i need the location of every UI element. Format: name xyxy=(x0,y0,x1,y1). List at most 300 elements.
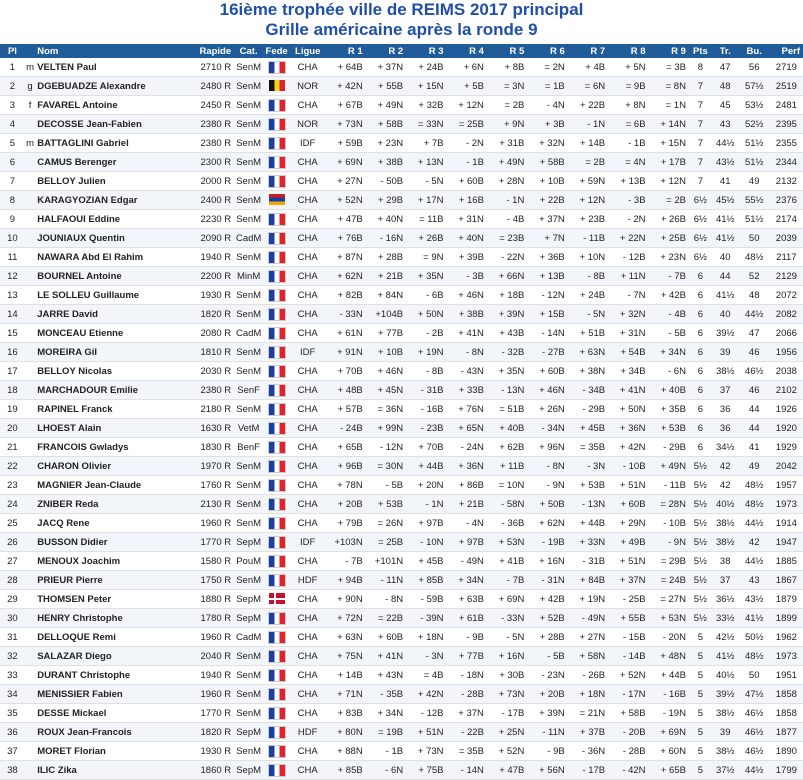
cell-rapide: 1960 R xyxy=(189,685,235,704)
cell-r9: + 40B xyxy=(649,381,689,400)
cell-pts: 6½ xyxy=(689,248,712,267)
cell-r4: + 16B xyxy=(447,191,487,210)
cell-pl: 14 xyxy=(0,305,25,324)
cell-pts: 5 xyxy=(689,666,712,685)
cell-ligue: CHA xyxy=(290,286,325,305)
cell-perf: 2082 xyxy=(770,305,803,324)
cell-pts: 5 xyxy=(689,761,712,780)
cell-tr: 39 xyxy=(712,723,739,742)
cell-r3: + 35N xyxy=(406,267,446,286)
cell-title xyxy=(25,381,35,400)
cell-r3: + 26B xyxy=(406,229,446,248)
cell-r8: - 1B xyxy=(608,134,648,153)
cell-bu: 46½ xyxy=(739,723,770,742)
cell-title xyxy=(25,286,35,305)
cell-rapide: 2200 R xyxy=(189,267,235,286)
flag-icon xyxy=(269,80,285,91)
cell-perf: 2129 xyxy=(770,267,803,286)
cell-r7: + 19N xyxy=(568,590,608,609)
cell-pts: 7 xyxy=(689,134,712,153)
cell-r9: - 29B xyxy=(649,438,689,457)
cell-pl: 24 xyxy=(0,495,25,514)
cell-perf: 1899 xyxy=(770,609,803,628)
cell-bu: 44½ xyxy=(739,552,770,571)
cell-title xyxy=(25,552,35,571)
cell-pts: 5½ xyxy=(689,590,712,609)
cell-name: BATTAGLINI Gabriel xyxy=(35,134,188,153)
cell-rapide: 1880 R xyxy=(189,590,235,609)
cell-r9: - 6N xyxy=(649,362,689,381)
cell-r2: + 99N xyxy=(366,419,406,438)
table-row xyxy=(0,134,803,153)
cell-r2: + 34N xyxy=(366,704,406,723)
cell-r8: - 20B xyxy=(608,723,648,742)
cell-pl: 30 xyxy=(0,609,25,628)
cell-rapide: 1820 R xyxy=(189,723,235,742)
cell-tr: 41½ xyxy=(712,286,739,305)
cell-rapide: 1810 R xyxy=(189,343,235,362)
cell-bu: 56 xyxy=(739,58,770,77)
cell-tr: 47 xyxy=(712,58,739,77)
cell-r5: + 49N xyxy=(487,153,527,172)
table-row xyxy=(0,267,803,286)
cell-name: DURANT Christophe xyxy=(35,666,188,685)
cell-rapide: 2380 R xyxy=(189,115,235,134)
cell-r9: - 4B xyxy=(649,305,689,324)
cell-cat: SenM xyxy=(234,457,263,476)
cell-bu: 47 xyxy=(739,324,770,343)
federation-flag-cell xyxy=(263,419,290,438)
cell-r6: + 22B xyxy=(527,191,567,210)
cell-name: ROUX Jean-Francois xyxy=(35,723,188,742)
federation-flag-cell xyxy=(263,343,290,362)
cell-r3: - 10N xyxy=(406,533,446,552)
cell-r2: +104B xyxy=(366,305,406,324)
table-row xyxy=(0,210,803,229)
cell-pts: 6 xyxy=(689,381,712,400)
cell-r5: - 58N xyxy=(487,495,527,514)
cell-pl: 37 xyxy=(0,742,25,761)
cell-ligue: CHA xyxy=(290,305,325,324)
cell-perf: 1879 xyxy=(770,590,803,609)
cell-r1: + 47B xyxy=(325,210,365,229)
cell-ligue: CHA xyxy=(290,381,325,400)
cell-cat: SenM xyxy=(234,343,263,362)
cell-r5: + 11B xyxy=(487,457,527,476)
cell-bu: 49 xyxy=(739,457,770,476)
cell-perf: 2042 xyxy=(770,457,803,476)
federation-flag-cell xyxy=(263,742,290,761)
cell-r3: + 70B xyxy=(406,438,446,457)
cell-tr: 37½ xyxy=(712,761,739,780)
column-header-fede: Fede xyxy=(263,44,290,58)
cell-cat: PouM xyxy=(234,552,263,571)
cell-rapide: 1830 R xyxy=(189,438,235,457)
flag-icon xyxy=(268,517,286,530)
cell-r6: + 13B xyxy=(527,267,567,286)
cell-pl: 3 xyxy=(0,96,25,115)
cell-bu: 43 xyxy=(739,571,770,590)
table-row xyxy=(0,419,803,438)
cell-pl: 25 xyxy=(0,514,25,533)
cell-r1: + 91N xyxy=(325,343,365,362)
cell-bu: 55½ xyxy=(739,191,770,210)
cell-r7: = 21N xyxy=(568,704,608,723)
flag-icon xyxy=(268,726,286,739)
cell-r4: + 61B xyxy=(447,609,487,628)
cell-rapide: 2000 R xyxy=(189,172,235,191)
cell-ligue: CHA xyxy=(290,647,325,666)
cell-r7: + 59N xyxy=(568,172,608,191)
cell-r4: + 38B xyxy=(447,305,487,324)
cell-name: SALAZAR Diego xyxy=(35,647,188,666)
cell-tr: 39½ xyxy=(712,324,739,343)
cell-pts: 6 xyxy=(689,362,712,381)
cell-r8: - 10B xyxy=(608,457,648,476)
cell-r3: - 2B xyxy=(406,324,446,343)
cell-name: RAPINEL Franck xyxy=(35,400,188,419)
cell-r5: + 62B xyxy=(487,438,527,457)
cell-r3: + 15N xyxy=(406,77,446,96)
cell-ligue: CHA xyxy=(290,666,325,685)
cell-r9: + 44B xyxy=(649,666,689,685)
cell-r8: + 29N xyxy=(608,514,648,533)
cell-rapide: 2090 R xyxy=(189,229,235,248)
cell-r5: + 30B xyxy=(487,666,527,685)
flag-icon xyxy=(268,156,286,169)
cell-tr: 40½ xyxy=(712,666,739,685)
cell-rapide: 1930 R xyxy=(189,742,235,761)
cell-r8: + 11N xyxy=(608,267,648,286)
cell-r1: + 27N xyxy=(325,172,365,191)
flag-icon xyxy=(269,593,285,604)
cell-name: FRANCOIS Gwladys xyxy=(35,438,188,457)
cell-r2: + 53B xyxy=(366,495,406,514)
cell-r6: + 96N xyxy=(527,438,567,457)
cell-pts: 6 xyxy=(689,438,712,457)
cell-bu: 48½ xyxy=(739,476,770,495)
cell-r8: - 14B xyxy=(608,647,648,666)
cell-tr: 34½ xyxy=(712,438,739,457)
cell-perf: 2481 xyxy=(770,96,803,115)
cell-r7: - 8B xyxy=(568,267,608,286)
flag-icon xyxy=(268,175,286,188)
cell-r5: + 66N xyxy=(487,267,527,286)
cell-r7: - 31B xyxy=(568,552,608,571)
cell-title xyxy=(25,761,35,780)
cell-r4: + 41N xyxy=(447,324,487,343)
cell-cat: SenM xyxy=(234,362,263,381)
cell-bu: 50 xyxy=(739,666,770,685)
cell-ligue: IDF xyxy=(290,533,325,552)
cell-r1: + 85B xyxy=(325,761,365,780)
cell-r6: + 56N xyxy=(527,761,567,780)
cell-rapide: 2380 R xyxy=(189,381,235,400)
cell-cat: MinM xyxy=(234,267,263,286)
cell-r2: + 28B xyxy=(366,248,406,267)
federation-flag-cell xyxy=(263,286,290,305)
federation-flag-cell xyxy=(263,115,290,134)
cell-r4: + 46N xyxy=(447,286,487,305)
federation-flag-cell xyxy=(263,96,290,115)
cell-perf: 1973 xyxy=(770,647,803,666)
cell-r6: + 26N xyxy=(527,400,567,419)
cell-cat: SenM xyxy=(234,514,263,533)
cell-r5: + 28N xyxy=(487,172,527,191)
cell-r7: + 44B xyxy=(568,514,608,533)
cell-tr: 44½ xyxy=(712,134,739,153)
cell-perf: 2719 xyxy=(770,58,803,77)
cell-r9: = 28N xyxy=(649,495,689,514)
cell-perf: 1962 xyxy=(770,628,803,647)
federation-flag-cell xyxy=(263,704,290,723)
cell-bu: 52½ xyxy=(739,115,770,134)
cell-r1: + 78N xyxy=(325,476,365,495)
cell-r1: + 96B xyxy=(325,457,365,476)
federation-flag-cell xyxy=(263,58,290,77)
table-row xyxy=(0,647,803,666)
cell-pts: 5½ xyxy=(689,495,712,514)
cell-r1: + 52N xyxy=(325,191,365,210)
cell-r9: + 25B xyxy=(649,229,689,248)
column-header-rapide: Rapide xyxy=(189,44,235,58)
cell-r7: + 51B xyxy=(568,324,608,343)
federation-flag-cell xyxy=(263,210,290,229)
cell-name: NAWARA Abd El Rahim xyxy=(35,248,188,267)
cell-r6: - 14N xyxy=(527,324,567,343)
cell-perf: 2344 xyxy=(770,153,803,172)
cell-r8: + 51N xyxy=(608,476,648,495)
cell-ligue: CHA xyxy=(290,628,325,647)
cell-r8: + 31N xyxy=(608,324,648,343)
cell-r9: - 5B xyxy=(649,324,689,343)
cell-r2: - 50B xyxy=(366,172,406,191)
cell-r5: - 32B xyxy=(487,343,527,362)
cell-ligue: CHA xyxy=(290,58,325,77)
cell-ligue: CHA xyxy=(290,742,325,761)
cell-r8: = 4N xyxy=(608,153,648,172)
federation-flag-cell xyxy=(263,362,290,381)
cell-tr: 43 xyxy=(712,115,739,134)
cell-r6: + 37N xyxy=(527,210,567,229)
cell-r8: - 42N xyxy=(608,761,648,780)
cell-r4: + 5B xyxy=(447,77,487,96)
cell-r5: = 51B xyxy=(487,400,527,419)
cell-ligue: HDF xyxy=(290,571,325,590)
cell-r9: = 3B xyxy=(649,58,689,77)
cell-ligue: CHA xyxy=(290,609,325,628)
cell-title xyxy=(25,191,35,210)
federation-flag-cell xyxy=(263,666,290,685)
cell-pts: 6½ xyxy=(689,191,712,210)
cell-pl: 17 xyxy=(0,362,25,381)
cell-rapide: 1770 R xyxy=(189,704,235,723)
cell-r4: + 6N xyxy=(447,58,487,77)
table-row xyxy=(0,723,803,742)
federation-flag-cell xyxy=(263,628,290,647)
column-header-cat: Cat. xyxy=(234,44,263,58)
table-row xyxy=(0,742,803,761)
cell-rapide: 2450 R xyxy=(189,96,235,115)
cell-r6: = 1B xyxy=(527,77,567,96)
cell-ligue: CHA xyxy=(290,362,325,381)
cell-r6: + 50B xyxy=(527,495,567,514)
cell-name: MENISSIER Fabien xyxy=(35,685,188,704)
cell-tr: 41 xyxy=(712,172,739,191)
cell-r8: - 17N xyxy=(608,685,648,704)
cell-cat: SenM xyxy=(234,77,263,96)
cell-r9: = 8N xyxy=(649,77,689,96)
flag-icon xyxy=(268,289,286,302)
cell-rapide: 2300 R xyxy=(189,153,235,172)
cell-pl: 9 xyxy=(0,210,25,229)
cell-r6: + 60B xyxy=(527,362,567,381)
cell-cat: SenM xyxy=(234,134,263,153)
cell-tr: 42½ xyxy=(712,628,739,647)
column-header-r7: R 7 xyxy=(568,44,608,58)
cell-r7: + 63N xyxy=(568,343,608,362)
cell-r6: + 39N xyxy=(527,704,567,723)
cell-cat: SenM xyxy=(234,666,263,685)
cell-cat: SenM xyxy=(234,115,263,134)
cell-r7: + 53B xyxy=(568,476,608,495)
cell-name: MONCEAU Etienne xyxy=(35,324,188,343)
cell-r3: + 7B xyxy=(406,134,446,153)
flag-icon xyxy=(268,118,286,131)
cell-r3: = 4B xyxy=(406,666,446,685)
cell-r3: + 19N xyxy=(406,343,446,362)
column-header-r8: R 8 xyxy=(608,44,648,58)
cell-pts: 5 xyxy=(689,647,712,666)
cell-r9: + 42B xyxy=(649,286,689,305)
cell-rapide: 2230 R xyxy=(189,210,235,229)
cell-r7: - 34B xyxy=(568,381,608,400)
cell-rapide: 1970 R xyxy=(189,457,235,476)
cell-pl: 5 xyxy=(0,134,25,153)
cell-tr: 42 xyxy=(712,476,739,495)
cell-r4: + 31N xyxy=(447,210,487,229)
cell-tr: 38 xyxy=(712,552,739,571)
flag-icon xyxy=(268,403,286,416)
table-row xyxy=(0,761,803,780)
cell-r4: + 65N xyxy=(447,419,487,438)
flag-icon xyxy=(268,61,286,74)
table-row xyxy=(0,438,803,457)
federation-flag-cell xyxy=(263,723,290,742)
table-row xyxy=(0,533,803,552)
cell-pl: 22 xyxy=(0,457,25,476)
cell-perf: 1858 xyxy=(770,704,803,723)
table-row xyxy=(0,77,803,96)
cell-ligue: CHA xyxy=(290,172,325,191)
cell-r2: - 1B xyxy=(366,742,406,761)
flag-icon xyxy=(268,137,286,150)
cell-ligue: CHA xyxy=(290,96,325,115)
cell-r6: - 4N xyxy=(527,96,567,115)
cell-bu: 46½ xyxy=(739,362,770,381)
table-row xyxy=(0,286,803,305)
cell-r9: + 14N xyxy=(649,115,689,134)
cell-r7: + 84B xyxy=(568,571,608,590)
cell-r7: - 36N xyxy=(568,742,608,761)
column-header-pl: Pl xyxy=(0,44,25,58)
federation-flag-cell xyxy=(263,134,290,153)
cell-cat: SenM xyxy=(234,495,263,514)
cell-pl: 29 xyxy=(0,590,25,609)
cell-r4: - 1B xyxy=(447,153,487,172)
cell-r6: = 2N xyxy=(527,58,567,77)
cell-r3: - 31B xyxy=(406,381,446,400)
cell-r2: + 60B xyxy=(366,628,406,647)
cell-cat: SepM xyxy=(234,761,263,780)
cell-r2: - 12N xyxy=(366,438,406,457)
cell-title xyxy=(25,628,35,647)
cell-cat: CadM xyxy=(234,324,263,343)
cell-r1: + 88N xyxy=(325,742,365,761)
cell-pts: 6½ xyxy=(689,229,712,248)
cell-r4: - 14N xyxy=(447,761,487,780)
table-row xyxy=(0,552,803,571)
cell-r6: + 52B xyxy=(527,609,567,628)
cell-r2: + 41N xyxy=(366,647,406,666)
federation-flag-cell xyxy=(263,590,290,609)
cell-r5: - 22N xyxy=(487,248,527,267)
cell-bu: 44½ xyxy=(739,514,770,533)
cell-tr: 45 xyxy=(712,96,739,115)
cell-ligue: CHA xyxy=(290,704,325,723)
column-header-title xyxy=(25,44,35,58)
cell-r5: = 2B xyxy=(487,96,527,115)
cell-perf: 2117 xyxy=(770,248,803,267)
cell-ligue: CHA xyxy=(290,685,325,704)
cell-pts: 8 xyxy=(689,58,712,77)
cell-ligue: CHA xyxy=(290,248,325,267)
cell-r2: + 77B xyxy=(366,324,406,343)
cell-r3: + 45B xyxy=(406,552,446,571)
cell-pts: 5½ xyxy=(689,552,712,571)
cell-title: m xyxy=(25,58,35,77)
cell-r5: + 31B xyxy=(487,134,527,153)
cell-r9: = 27N xyxy=(649,590,689,609)
table-row xyxy=(0,248,803,267)
cell-pts: 5½ xyxy=(689,476,712,495)
flag-icon xyxy=(268,365,286,378)
cell-r7: + 14B xyxy=(568,134,608,153)
flag-icon xyxy=(268,422,286,435)
cell-r4: - 28B xyxy=(447,685,487,704)
cell-perf: 1885 xyxy=(770,552,803,571)
cell-r5: = 3N xyxy=(487,77,527,96)
cell-title xyxy=(25,248,35,267)
table-row xyxy=(0,514,803,533)
table-row xyxy=(0,704,803,723)
flag-icon xyxy=(268,707,286,720)
cell-r4: - 24N xyxy=(447,438,487,457)
table-row xyxy=(0,457,803,476)
cell-title xyxy=(25,305,35,324)
cell-bu: 51½ xyxy=(739,134,770,153)
cell-name: MENOUX Joachim xyxy=(35,552,188,571)
cell-tr: 38½ xyxy=(712,742,739,761)
federation-flag-cell xyxy=(263,571,290,590)
cell-r6: - 9N xyxy=(527,476,567,495)
cell-bu: 51½ xyxy=(739,210,770,229)
cell-r1: + 82B xyxy=(325,286,365,305)
cell-r2: - 5B xyxy=(366,476,406,495)
cell-r2: + 43N xyxy=(366,666,406,685)
cell-tr: 42 xyxy=(712,457,739,476)
cell-r4: + 37N xyxy=(447,704,487,723)
